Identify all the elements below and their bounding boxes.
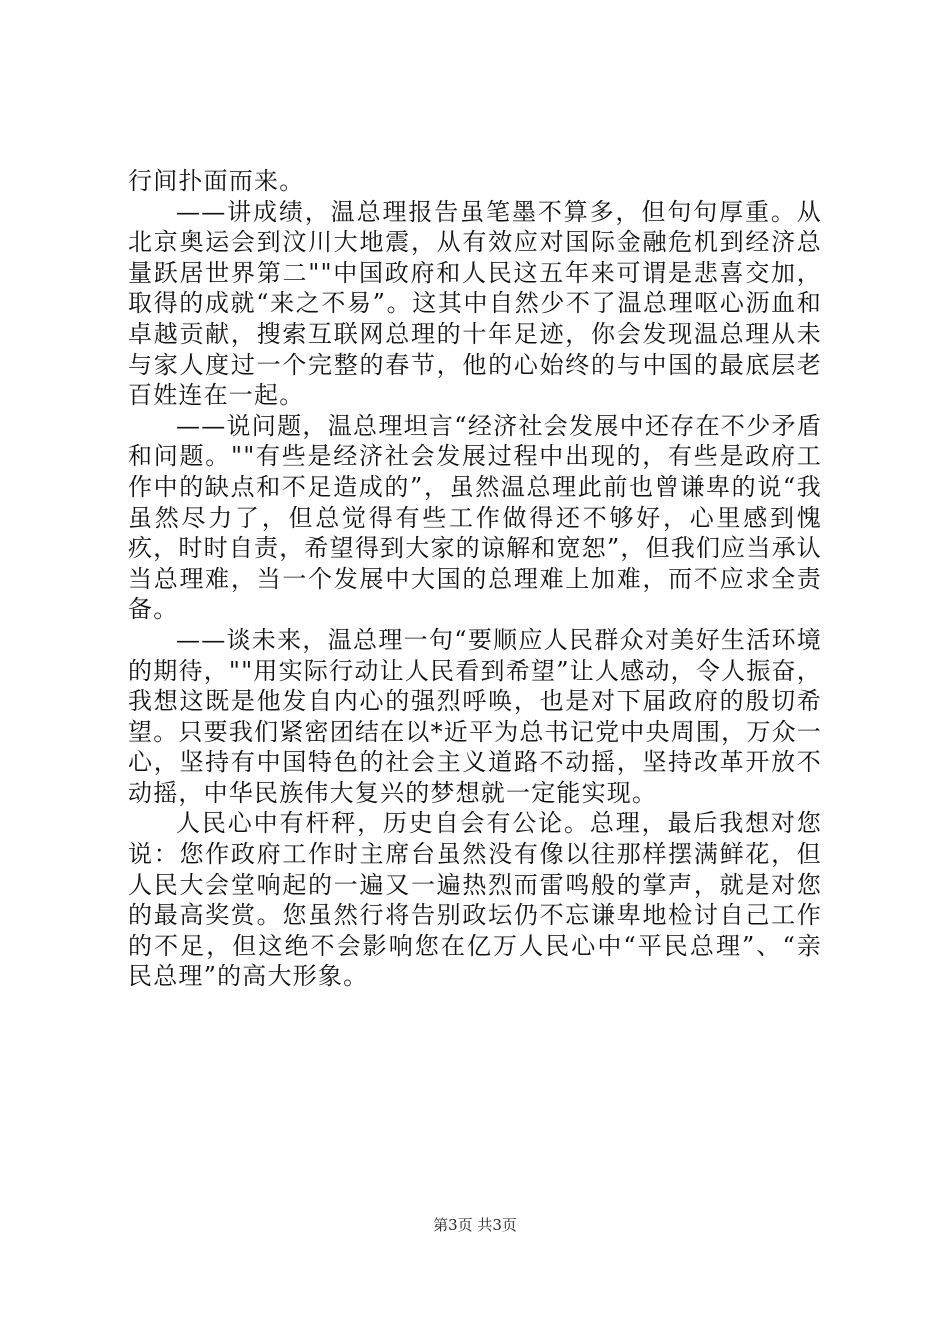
paragraph-achievements: ——讲成绩，温总理报告虽笔墨不算多，但句句厚重。从北京奥运会到汶川大地震，从有效应对国际金融危机到经济总量跃居世界第二""中国政府和人民这五年来可谓是悲喜交加，取得的成就“来之不易”。这其中自然少不了温总理呕心沥血和卓越贡献，搜索互联网总理的十年足迹，你会发现温总理从未与家人度过一个完整的春节，他的心始终的与中国的最底层老百姓连在一起。 <box>128 197 822 410</box>
page-number-footer: 第3页 共3页 <box>433 1216 517 1234</box>
document-body <box>128 166 822 992</box>
paragraph-future: ——谈未来，温总理一句“要顺应人民群众对美好生活环境的期待，""用实际行动让人民看到希望”让人感动，令人振奋，我想这既是他发自内心的强烈呼唤，也是对下届政府的殷切希望。只要我们紧密团结在以*近平为总书记党中央周围，万众一心，坚持有中国特色的社会主义道路不动摇，坚持改革开放不动摇，中华民族伟大复兴的梦想就一定能实现。 <box>128 625 822 807</box>
paragraph-continuation: 行间扑面而来。 <box>128 167 305 195</box>
paragraph-problems: ——说问题，温总理坦言“经济社会发展中还存在不少矛盾和问题。""有些是经济社会发展过程中出现的，有些是政府工作中的缺点和不足造成的”，虽然温总理此前也曾谦卑的说“我虽然尽力了，但总觉得有些工作做得还不够好，心里感到愧疚，时时自责，希望得到大家的谅解和宽恕”，但我们应当承认当总理难，当一个发展中大国的总理难上加难，而不应求全责备。 <box>128 411 822 624</box>
paragraph-conclusion: 人民心中有杆秤，历史自会有公论。总理，最后我想对您说：您作政府工作时主席台虽然没有像以往那样摆满鲜花，但人民大会堂响起的一遍又一遍热烈而雷鸣般的掌声，就是对您的最高奖赏。您虽然行将告别政坛仍不忘谦卑地检讨自己工作的不足，但这绝不会影响您在亿万人民心中“平民总理”、“亲民总理”的高大形象。 <box>128 809 822 991</box>
